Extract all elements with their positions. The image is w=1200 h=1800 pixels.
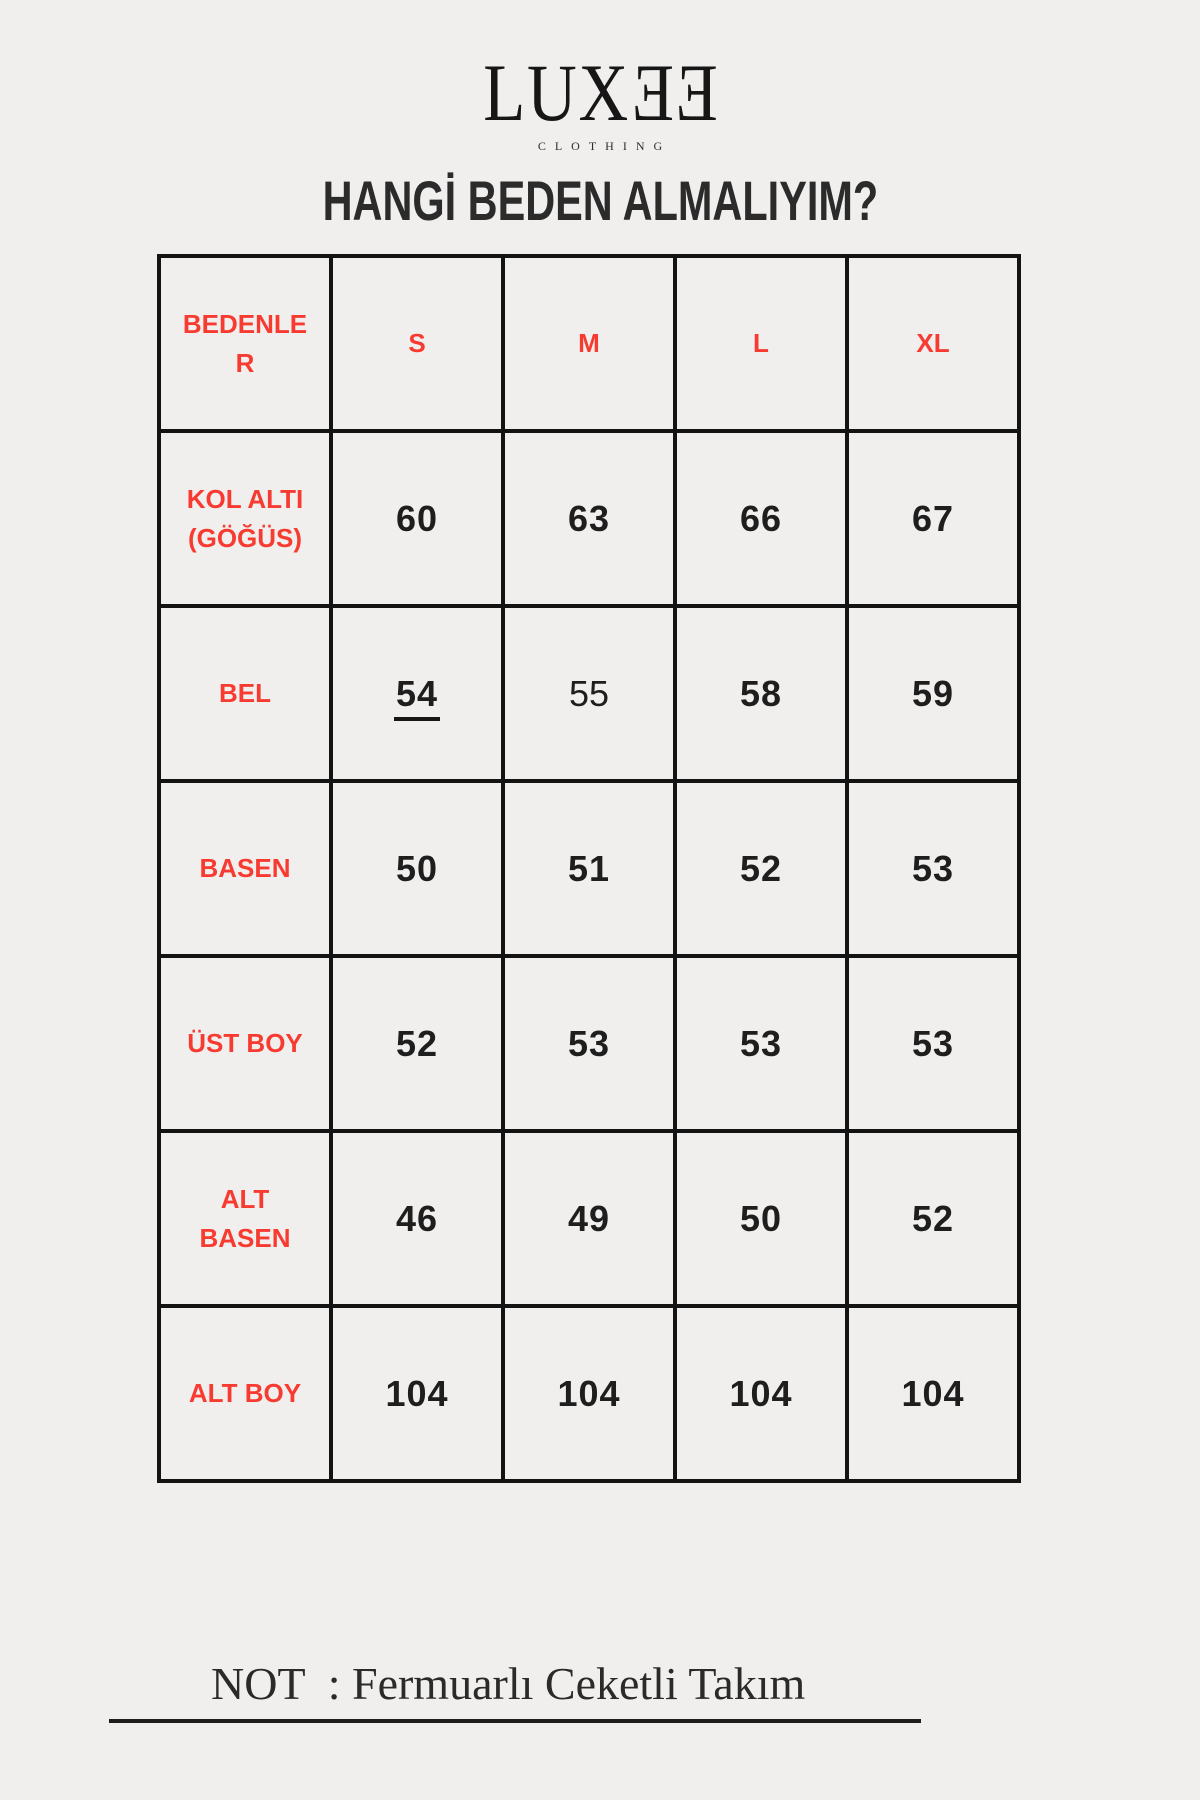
value-cell [675,956,847,1131]
value-cell [847,956,1019,1131]
size-value: 50 [395,847,439,889]
brand-logo-mirrored-e: E [673,47,718,138]
value-cell [503,1306,675,1481]
value-cell [503,606,675,781]
size-value: 104 [729,1372,793,1414]
header-label: S [408,328,426,358]
size-value: 67 [911,497,955,539]
size-value: 46 [395,1197,439,1239]
value-cell [331,1131,503,1306]
size-table-header-row [159,256,1019,431]
value-cell [847,781,1019,956]
value-cell [675,781,847,956]
row-label-cell [159,781,331,956]
size-value: 52 [739,847,783,889]
size-value: 52 [395,1022,439,1064]
brand-subtitle: CLOTHING [537,139,672,153]
note-section [109,1658,921,1723]
value-cell [675,606,847,781]
size-value: 66 [739,497,783,539]
value-cell [847,1306,1019,1481]
size-value: 51 [567,847,611,889]
size-value: 53 [567,1022,611,1064]
header-cell-size-M [503,256,675,431]
row-label-cell [159,431,331,606]
row-label: ALT BOY [188,1378,302,1408]
note-underline [109,1719,921,1723]
measurement-row-5 [159,1306,1019,1481]
brand-logo-mirrored-e: E [629,47,674,138]
measurement-row-0 [159,431,1019,606]
size-value: 63 [567,497,611,539]
value-cell [331,606,503,781]
size-value: 60 [395,497,439,539]
value-cell [847,431,1019,606]
size-value: 53 [911,1022,955,1064]
size-value: 55 [568,672,610,714]
note-text: NOT : Fermuarlı Ceketli Takım [211,1658,806,1709]
header-label: BEDENLER [182,308,308,378]
header-cell-size-XL [847,256,1019,431]
value-cell [675,1306,847,1481]
value-cell [675,1131,847,1306]
size-value: 59 [911,672,955,714]
measurement-row-4 [159,1131,1019,1306]
measurement-row-1 [159,606,1019,781]
size-value: 53 [739,1022,783,1064]
value-cell [331,431,503,606]
value-cell [847,1131,1019,1306]
row-label-cell [159,1306,331,1481]
row-label-cell [159,1131,331,1306]
value-cell [503,1131,675,1306]
value-cell [503,956,675,1131]
size-value: 52 [911,1197,955,1239]
size-value: 54 [394,673,440,721]
header-cell-bedenler [159,256,331,431]
value-cell [503,781,675,956]
size-value: 49 [567,1197,611,1239]
brand-logo [482,47,718,138]
value-cell [503,431,675,606]
value-cell [847,606,1019,781]
page-title [0,169,1200,232]
row-label-cell [159,606,331,781]
header-cell-size-S [331,256,503,431]
size-value: 104 [385,1372,449,1414]
size-table [157,254,1021,1483]
size-value: 53 [911,847,955,889]
value-cell [331,956,503,1131]
row-label: KOL ALTI (GÖĞÜS) [186,483,304,553]
header-label: M [578,328,600,358]
page-title-text: HANGİ BEDEN ALMALIYIM? [322,169,878,232]
row-label: BASEN [199,853,291,883]
size-value: 104 [901,1372,965,1414]
size-value: 58 [739,672,783,714]
row-label: BEL [219,678,271,708]
header-cell-size-L [675,256,847,431]
value-cell [331,1306,503,1481]
header-label: XL [916,328,950,358]
row-label: ÜST BOY [187,1028,303,1058]
size-value: 50 [739,1197,783,1239]
value-cell [675,431,847,606]
brand-logo-text: LUX [482,47,630,138]
row-label: ALT BASEN [199,1183,291,1253]
brand-header [0,47,1200,153]
row-label-cell [159,956,331,1131]
size-value: 104 [557,1372,621,1414]
header-label: L [753,328,769,358]
measurement-row-2 [159,781,1019,956]
value-cell [331,781,503,956]
measurement-row-3 [159,956,1019,1131]
